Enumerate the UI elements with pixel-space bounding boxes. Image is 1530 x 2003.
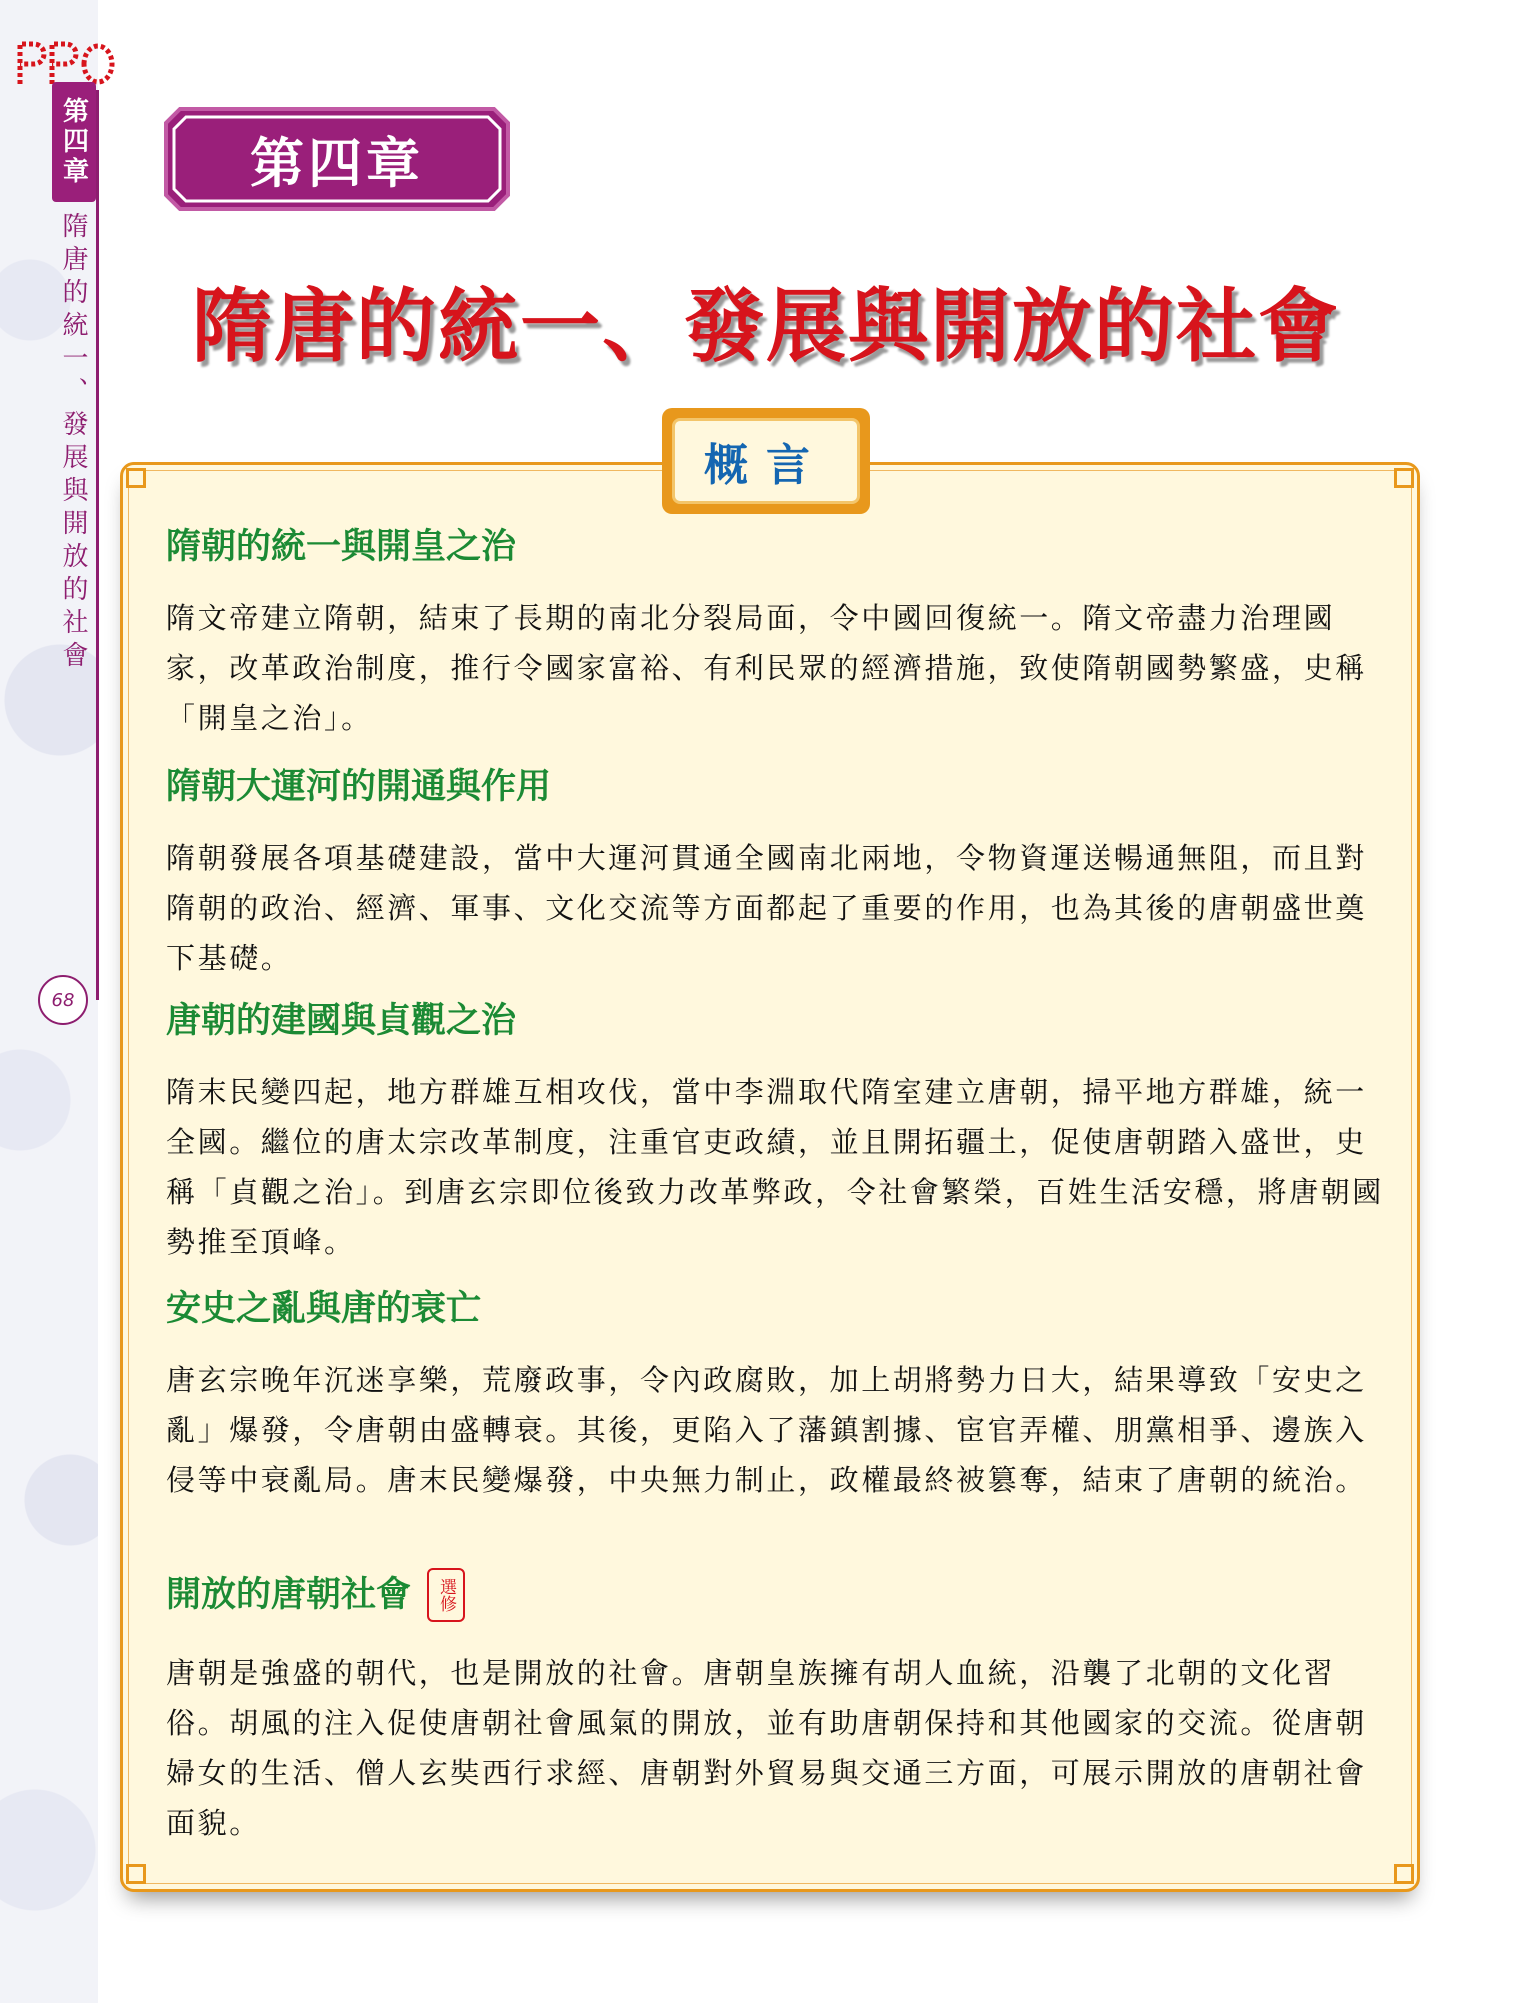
intro-label: 概言	[672, 418, 860, 504]
corner-ornament	[126, 1864, 146, 1884]
section-body: 隋朝發展各項基礎建設，當中大運河貫通全國南北兩地，令物資運送暢通無阻，而且對隋朝的政治、經濟、軍事、文化交流等方面都起了重要的作用，也為其後的唐朝盛世奠下基礎。	[166, 840, 1367, 975]
section-body: 唐玄宗晚年沉迷享樂，荒廢政事，令內政腐敗，加上胡將勢力日大，結果導致「安史之亂」爆發，令唐朝由盛轉衰。其後，更陷入了藩鎮割據、宦官弄權、朋黨相爭、邊族入侵等中衰亂局。唐末民變爆發，中央無力制止，政權最終被篡奪，結束了唐朝的統治。	[166, 1362, 1367, 1497]
sidebar-divider	[96, 90, 99, 1000]
section-heading: 隋朝大運河的開通與作用	[166, 767, 552, 807]
corner-ornament	[126, 468, 146, 488]
corner-ornament	[1394, 1864, 1414, 1884]
sidebar-chapter-tab	[52, 82, 96, 202]
section-body: 隋末民變四起，地方群雄互相攻伐，當中李淵取代隋室建立唐朝，掃平地方群雄，統一全國。繼位的唐太宗改革制度，注重官吏政績，並且開拓疆土，促使唐朝踏入盛世，史稱「貞觀之治」。到唐玄宗即位後致力改革弊政，令社會繁榮，百姓生活安穩，將唐朝國勢推至頂峰。	[166, 1074, 1384, 1259]
section-tang-founding	[166, 1002, 1386, 1267]
section-heading: 唐朝的建國與貞觀之治	[166, 1001, 517, 1041]
section-body: 隋文帝建立隋朝，結束了長期的南北分裂局面，令中國回復統一。隋文帝盡力治理國家，改革政治制度，推行令國家富裕、有利民眾的經濟措施，致使隋朝國勢繁盛，史稱「開皇之治」。	[166, 600, 1367, 735]
page-title: 隋唐的統一、發展與開放的社會	[192, 280, 1340, 373]
section-grand-canal	[166, 768, 1386, 983]
elective-seal-badge: 選修	[427, 1568, 465, 1622]
section-body: 唐朝是強盛的朝代，也是開放的社會。唐朝皇族擁有胡人血統，沿襲了北朝的文化習俗。胡風的注入促使唐朝社會風氣的開放，並有助唐朝保持和其他國家的交流。從唐朝婦女的生活、僧人玄奘西行求經、唐朝對外貿易與交通三方面，可展示開放的唐朝社會面貌。	[166, 1656, 1367, 1840]
section-heading: 安史之亂與唐的衰亡	[166, 1289, 482, 1329]
section-heading: 隋朝的統一與開皇之治	[166, 527, 517, 567]
page-number: 68	[38, 975, 88, 1025]
sidebar-chapter-label: 第四章	[58, 97, 89, 187]
sidebar-chapter-title: 隋唐的統一、發展與開放的社會	[58, 212, 88, 674]
section-heading	[166, 1568, 1386, 1622]
section-sui-unification	[166, 528, 1386, 743]
section-open-tang-society	[166, 1568, 1386, 1848]
section-an-shi-rebellion	[166, 1290, 1386, 1505]
corner-ornament	[1394, 468, 1414, 488]
section-heading-label: 開放的唐朝社會	[166, 1574, 412, 1615]
chapter-banner-label: 第四章	[250, 131, 424, 195]
